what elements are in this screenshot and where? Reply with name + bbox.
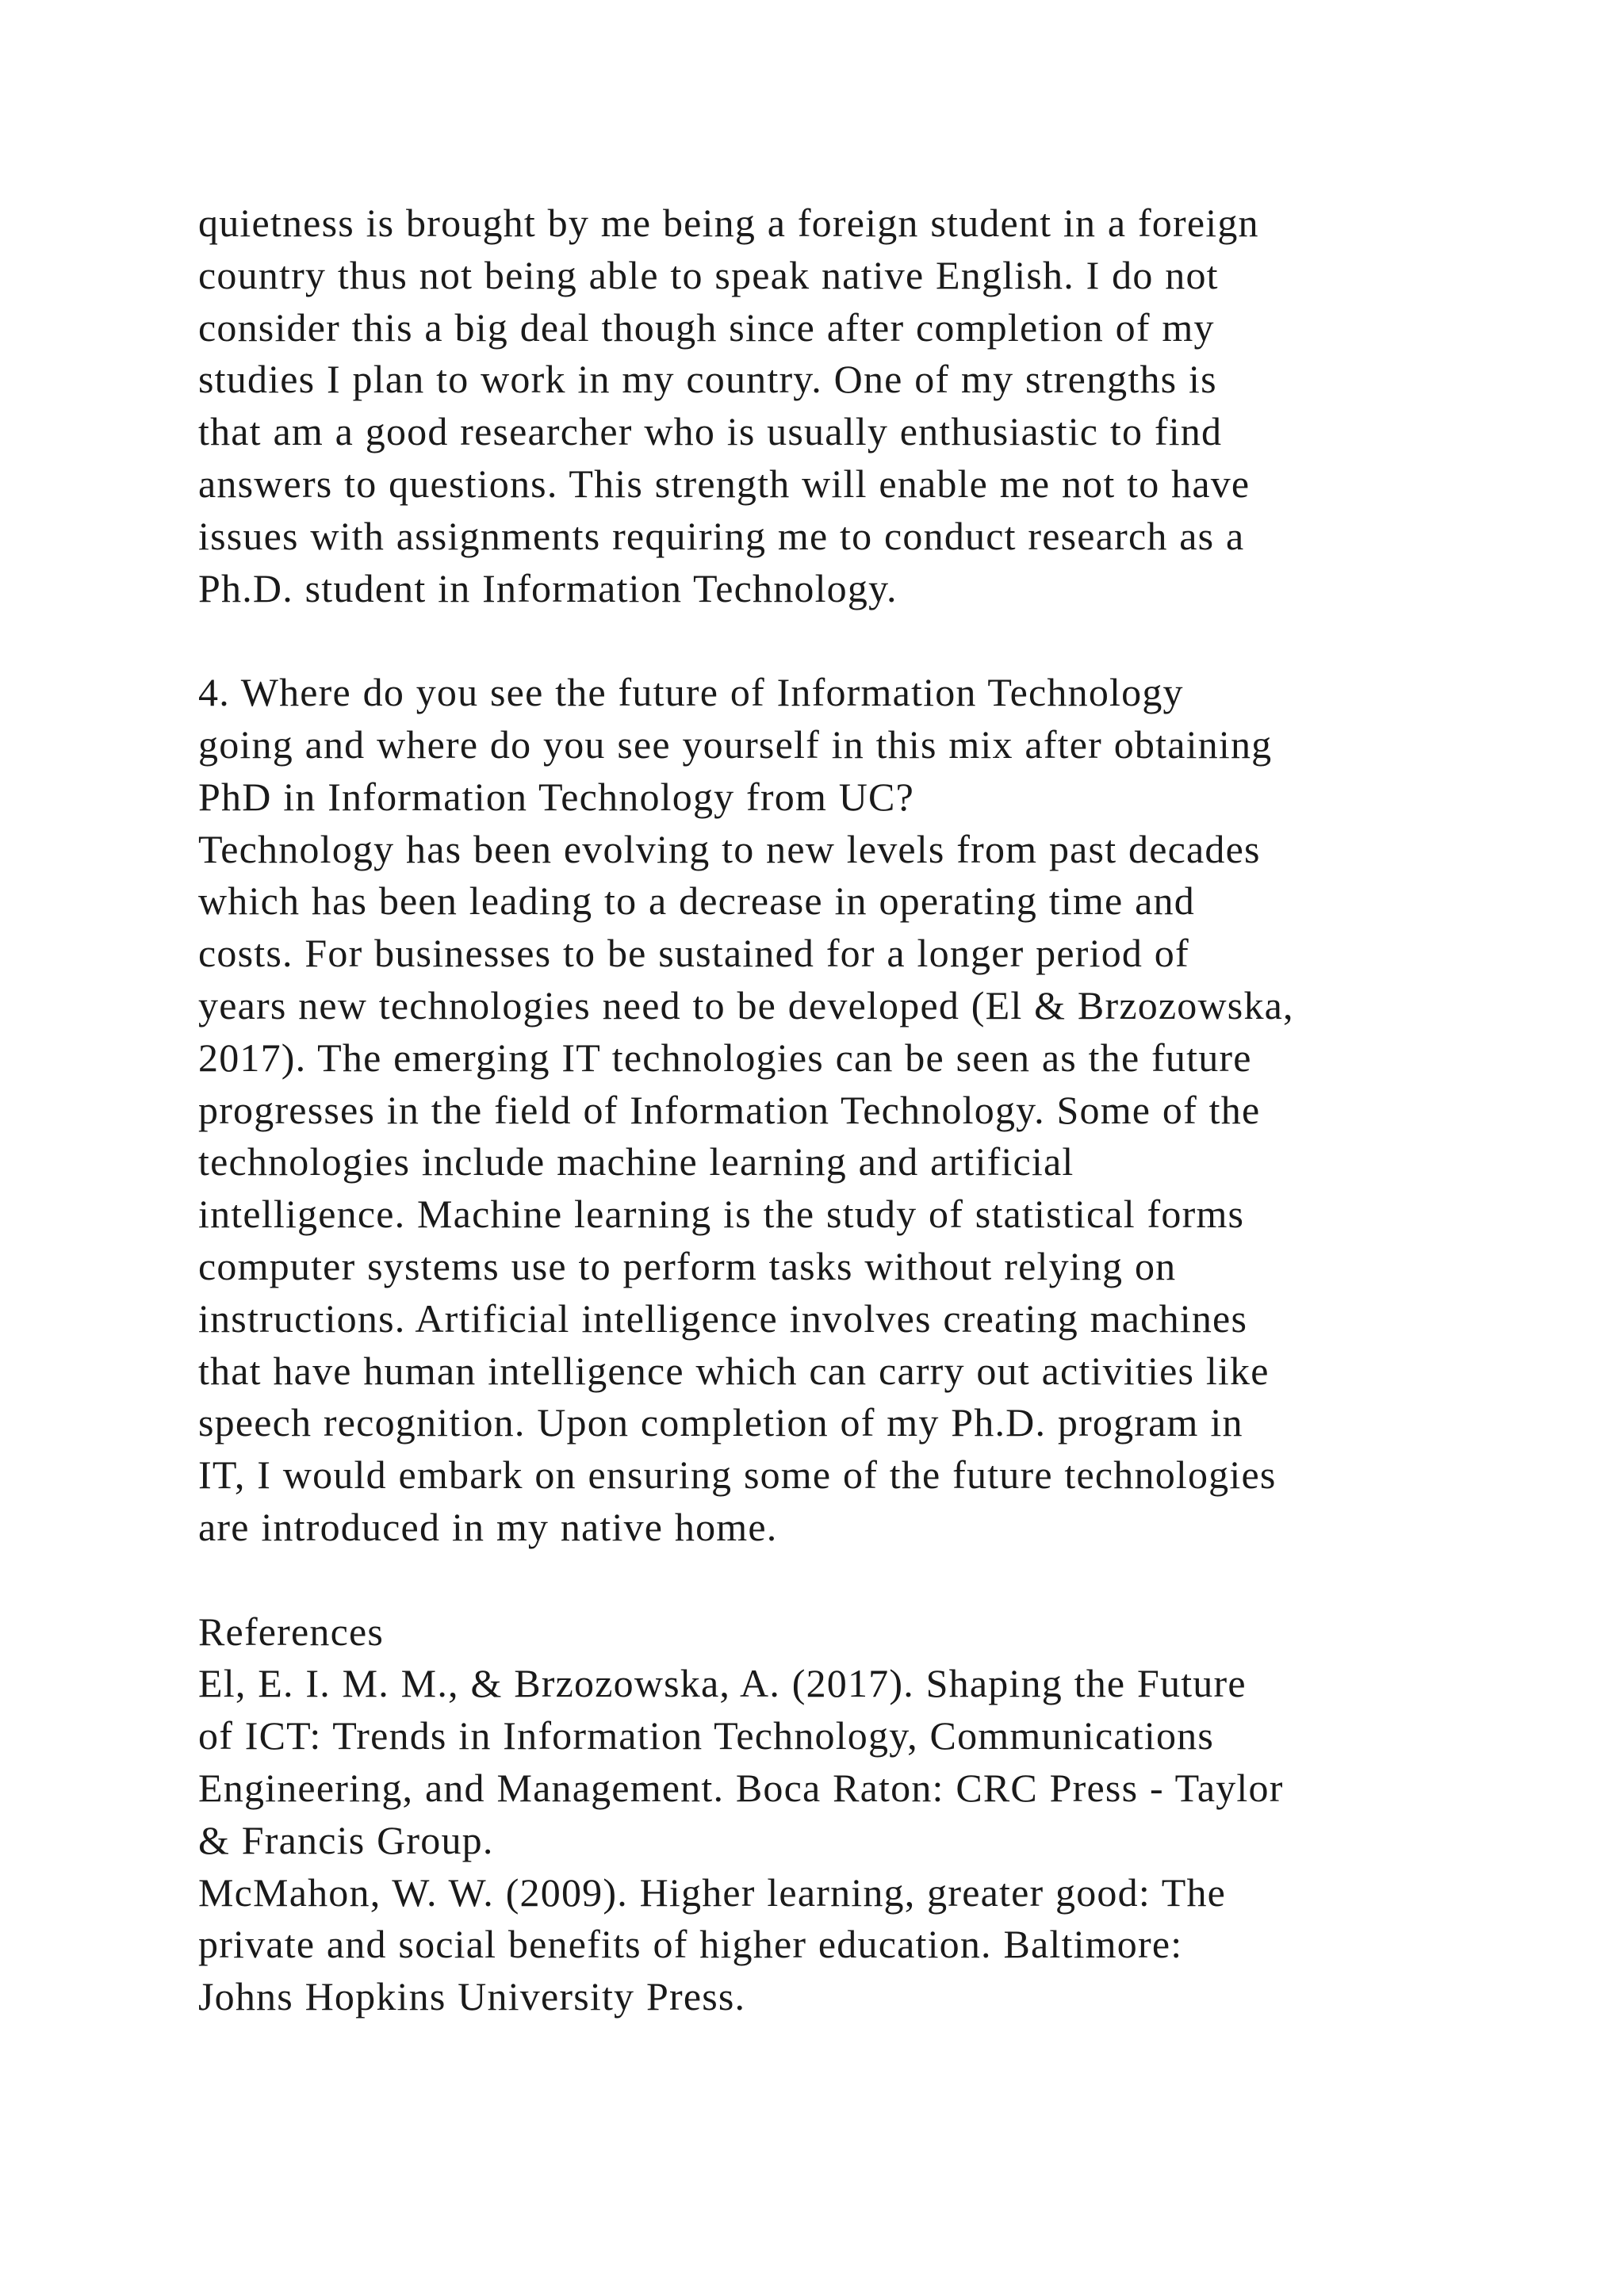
text-line: are introduced in my native home. bbox=[198, 1504, 778, 1549]
blank-line bbox=[198, 1554, 1435, 1606]
text-line: quietness is brought by me being a foreign student in a foreign bbox=[198, 201, 1259, 245]
text-line: speech recognition. Upon completion of my Ph.D. program in bbox=[198, 1400, 1243, 1445]
reference-1 bbox=[198, 1658, 1435, 1866]
answer-4 bbox=[198, 824, 1435, 1554]
blank-line bbox=[198, 614, 1435, 667]
text-line: El, E. I. M. M., & Brzozowska, A. (2017). Shaping the Future bbox=[198, 1661, 1247, 1706]
text-line: Johns Hopkins University Press. bbox=[198, 1974, 746, 2019]
text-line: costs. For businesses to be sustained for a longer period of bbox=[198, 931, 1189, 976]
text-line: that am a good researcher who is usually enthusiastic to find bbox=[198, 409, 1223, 454]
text-line: which has been leading to a decrease in operating time and bbox=[198, 878, 1195, 924]
text-line: Ph.D. student in Information Technology. bbox=[198, 565, 898, 610]
text-line: Technology has been evolving to new levels from past decades bbox=[198, 826, 1261, 871]
document-body bbox=[198, 197, 1435, 2023]
text-line: & Francis Group. bbox=[198, 1817, 494, 1862]
text-line: of ICT: Trends in Information Technology, Communications bbox=[198, 1713, 1215, 1758]
text-line: 2017). The emerging IT technologies can be seen as the future bbox=[198, 1035, 1252, 1080]
text-line: studies I plan to work in my country. One of my strengths is bbox=[198, 357, 1217, 402]
text-line: PhD in Information Technology from UC? bbox=[198, 774, 914, 819]
references-heading: References bbox=[198, 1609, 385, 1654]
text-line: Engineering, and Management. Boca Raton: CRC Press - Taylor bbox=[198, 1765, 1284, 1810]
text-line: answers to questions. This strength will enable me not to have bbox=[198, 461, 1251, 506]
text-line: progresses in the field of Information Technology. Some of the bbox=[198, 1087, 1261, 1132]
text-line: computer systems use to perform tasks without relying on bbox=[198, 1243, 1177, 1288]
text-line: going and where do you see yourself in this mix after obtaining bbox=[198, 721, 1273, 767]
text-line: technologies include machine learning and artificial bbox=[198, 1139, 1074, 1184]
text-line: issues with assignments requiring me to conduct research as a bbox=[198, 513, 1245, 558]
text-line: intelligence. Machine learning is the study of statistical forms bbox=[198, 1192, 1245, 1237]
text-line: instructions. Artificial intelligence involves creating machines bbox=[198, 1295, 1248, 1341]
text-line: years new technologies need to be developed (El & Brzozowska, bbox=[198, 982, 1294, 1027]
reference-2 bbox=[198, 1867, 1435, 2023]
text-line: IT, I would embark on ensuring some of the future technologies bbox=[198, 1452, 1277, 1498]
paragraph-intro bbox=[198, 197, 1435, 614]
text-line: private and social benefits of higher education. Baltimore: bbox=[198, 1922, 1183, 1967]
text-line: country thus not being able to speak native English. I do not bbox=[198, 252, 1219, 297]
text-line: McMahon, W. W. (2009). Higher learning, greater good: The bbox=[198, 1869, 1227, 1915]
text-line: 4. Where do you see the future of Information Technology bbox=[198, 670, 1184, 715]
text-line: that have human intelligence which can carry out activities like bbox=[198, 1348, 1270, 1393]
question-4 bbox=[198, 667, 1435, 823]
text-line: consider this a big deal though since after completion of my bbox=[198, 304, 1215, 350]
